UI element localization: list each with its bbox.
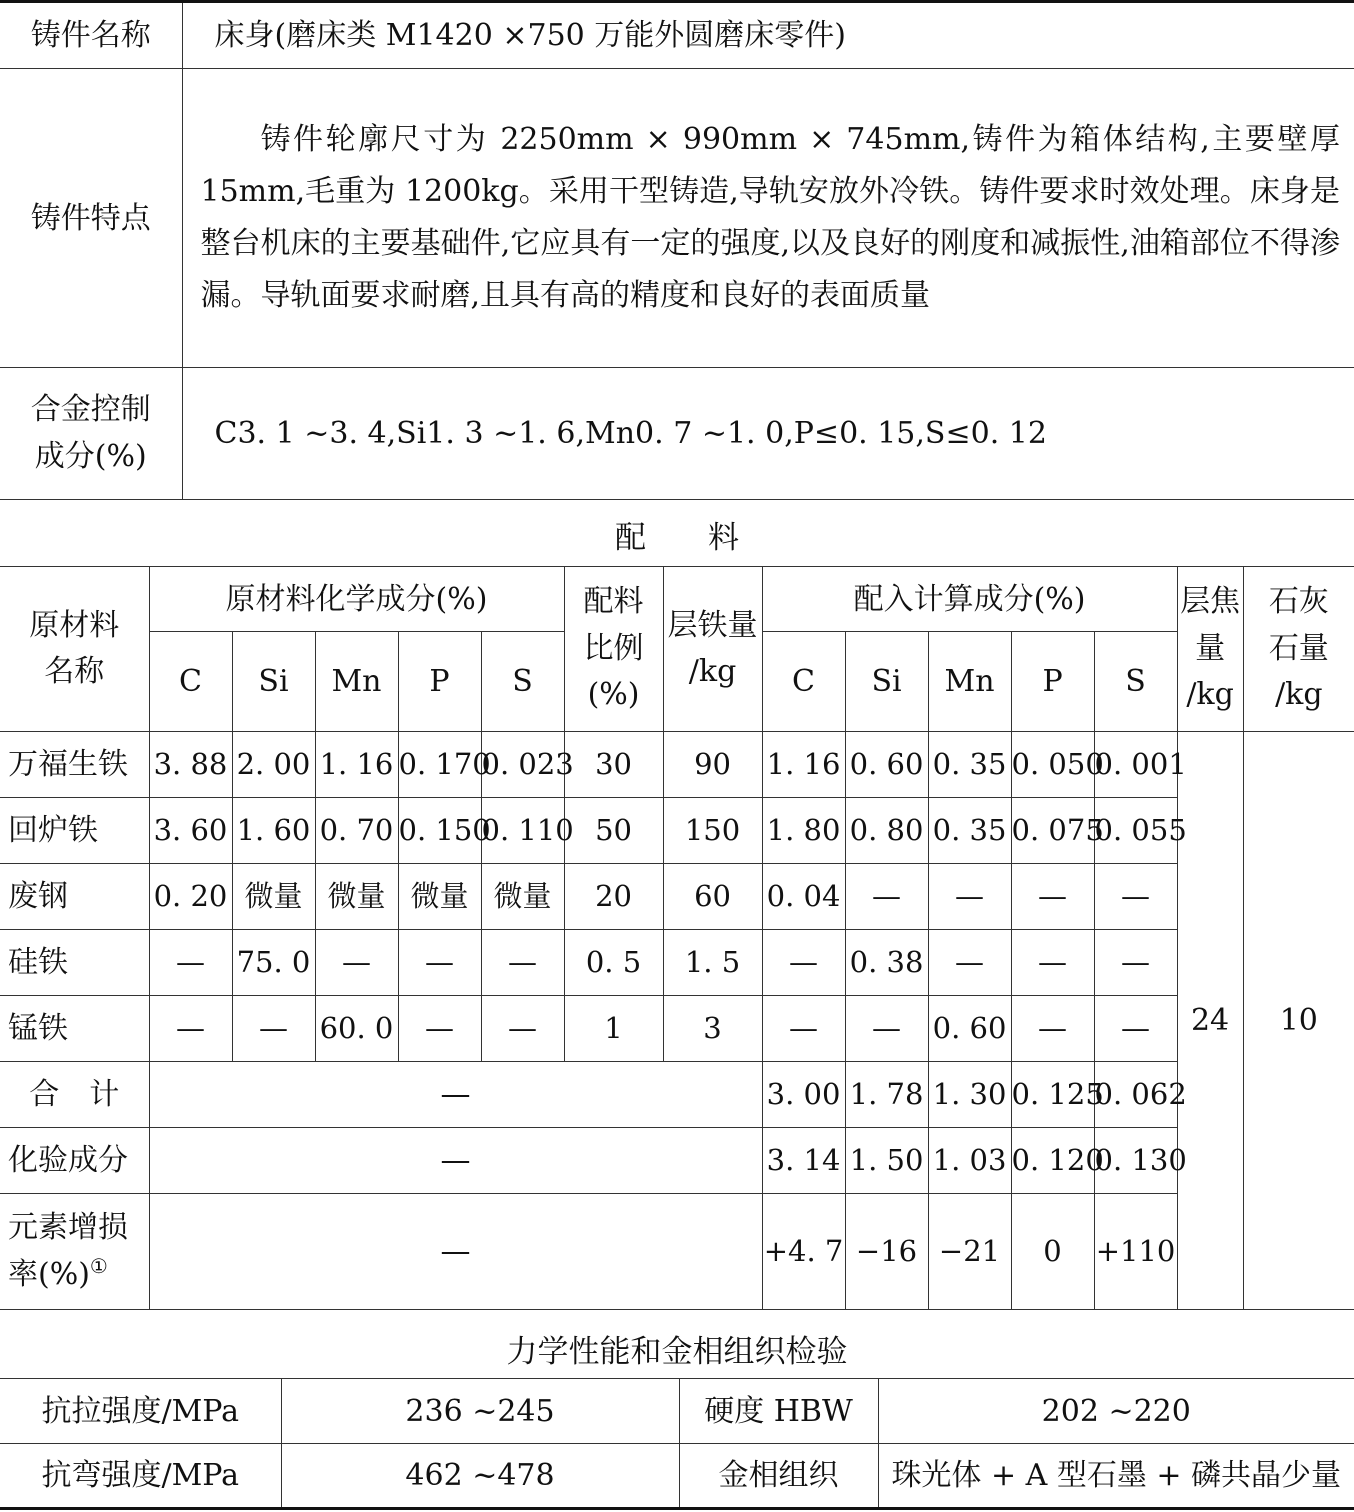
raw-c: 0. 20: [149, 864, 232, 930]
layer-iron: 60: [663, 864, 762, 930]
casting-name-label: 铸件名称: [0, 2, 182, 69]
calc-p-header: P: [1011, 632, 1094, 732]
lime-header-line-2: 石量: [1268, 630, 1329, 666]
raw-mn: 60. 0: [315, 996, 398, 1062]
bending-value: 462 ~478: [281, 1444, 679, 1509]
mechanical-caption: 力学性能和金相组织检验: [506, 1334, 848, 1370]
table-row: [0, 732, 1354, 798]
calc-p: —: [1011, 930, 1094, 996]
calc-p: 0. 125: [1011, 1062, 1094, 1128]
calc-s: 0. 062: [1094, 1062, 1177, 1128]
footnote-mark: ①: [89, 1254, 108, 1278]
material-name: 锰铁: [0, 996, 149, 1062]
assay-label: 化验成分: [0, 1128, 149, 1194]
tensile-value: 236 ~245: [281, 1379, 679, 1444]
calc-p: 0: [1011, 1194, 1094, 1310]
ratio-header-line-1: 配料: [583, 584, 644, 620]
ratio-header-line-2: 比例: [583, 630, 644, 666]
raw-s: —: [481, 996, 564, 1062]
tensile-label: 抗拉强度/MPa: [0, 1379, 281, 1444]
material-name: 回炉铁: [0, 798, 149, 864]
calc-c: 1. 16: [762, 732, 845, 798]
raw-p: 0. 150: [398, 798, 481, 864]
calc-c-header: C: [762, 632, 845, 732]
element-loss-row: [0, 1194, 1354, 1310]
hardness-value: 202 ~220: [878, 1379, 1354, 1444]
calc-s: —: [1094, 930, 1177, 996]
coke-value: 24: [1177, 732, 1243, 1310]
element-loss-label: [0, 1194, 149, 1310]
assay-dash: —: [149, 1128, 762, 1194]
raw-si: 1. 60: [232, 798, 315, 864]
raw-s: —: [481, 930, 564, 996]
calc-p: —: [1011, 864, 1094, 930]
raw-s: 0. 023: [481, 732, 564, 798]
raw-si: 微量: [232, 864, 315, 930]
calc-c: 3. 14: [762, 1128, 845, 1194]
calc-si: 0. 80: [845, 798, 928, 864]
bending-label: 抗弯强度/MPa: [0, 1444, 281, 1509]
ratio-header-line-3: (%): [587, 677, 640, 713]
casting-feature-row: [0, 69, 1354, 368]
calc-mn: 0. 35: [928, 798, 1011, 864]
raw-mn: —: [315, 930, 398, 996]
layer-iron-header-line-2: /kg: [688, 654, 737, 689]
calc-si: 1. 50: [845, 1128, 928, 1194]
raw-mn: 1. 16: [315, 732, 398, 798]
layer-iron: 90: [663, 732, 762, 798]
ratio-header: [564, 567, 663, 732]
calc-s: +110: [1094, 1194, 1177, 1310]
casting-info-table: [0, 0, 1354, 500]
table-row: [0, 798, 1354, 864]
raw-mn: 0. 70: [315, 798, 398, 864]
table-row: [0, 864, 1354, 930]
lime-value: 10: [1243, 732, 1354, 1310]
calc-mn: 1. 03: [928, 1128, 1011, 1194]
batching-caption: 配料: [615, 520, 801, 556]
assay-row: [0, 1128, 1354, 1194]
table-row: [0, 930, 1354, 996]
calc-c: 3. 00: [762, 1062, 845, 1128]
raw-c: —: [149, 996, 232, 1062]
mechanical-row-1: [0, 1379, 1354, 1444]
microstructure-value: 珠光体 + A 型石墨 + 磷共晶少量: [878, 1444, 1354, 1509]
calc-s: —: [1094, 996, 1177, 1062]
lime-header-line-1: 石灰: [1268, 584, 1329, 620]
coke-header-line-3: /kg: [1186, 677, 1234, 713]
calc-mn: —: [928, 930, 1011, 996]
raw-c: —: [149, 930, 232, 996]
raw-si: 2. 00: [232, 732, 315, 798]
calc-s: —: [1094, 864, 1177, 930]
calc-p: 0. 075: [1011, 798, 1094, 864]
raw-p: 0. 170: [398, 732, 481, 798]
calc-si: 1. 78: [845, 1062, 928, 1128]
calc-chem-header: 配入计算成分(%): [762, 567, 1177, 632]
alloy-control-label: [0, 368, 182, 500]
material-header-line-1: 原材料: [29, 607, 120, 643]
calc-s: 0. 001: [1094, 732, 1177, 798]
calc-mn-header: Mn: [928, 632, 1011, 732]
coke-header-line-2: 量: [1195, 630, 1226, 666]
alloy-control-row: [0, 368, 1354, 500]
coke-header: [1177, 567, 1243, 732]
ratio: 20: [564, 864, 663, 930]
material-name: 万福生铁: [0, 732, 149, 798]
calc-mn: −21: [928, 1194, 1011, 1310]
coke-header-line-1: 层焦: [1180, 584, 1241, 620]
calc-si: —: [845, 864, 928, 930]
raw-c-header: C: [149, 632, 232, 732]
calc-s-header: S: [1094, 632, 1177, 732]
mechanical-row-2: [0, 1444, 1354, 1509]
lime-header-line-3: /kg: [1275, 677, 1323, 713]
layer-iron: 150: [663, 798, 762, 864]
raw-p-header: P: [398, 632, 481, 732]
total-dash: —: [149, 1062, 762, 1128]
calc-p: 0. 120: [1011, 1128, 1094, 1194]
calc-mn: 0. 35: [928, 732, 1011, 798]
layer-iron: 1. 5: [663, 930, 762, 996]
layer-iron-header-line-1: 层铁量: [667, 607, 758, 643]
calc-c: —: [762, 996, 845, 1062]
ratio: 0. 5: [564, 930, 663, 996]
header-row-1: [0, 567, 1354, 632]
casting-feature-text: 铸件轮廓尺寸为 2250mm × 990mm × 745mm,铸件为箱体结构,主要壁厚 15mm,毛重为 1200kg。采用干型铸造,导轨安放外冷铁。铸件要求时效处理。床身是整台机床的主要基础件,它应具有一定的强度,以及良好的刚度和减振性,油箱部位不得渗漏。导轨面要求耐磨,且具有高的精度和良好的表面质量: [182, 69, 1354, 368]
calc-mn: 0. 60: [928, 996, 1011, 1062]
calc-c: +4. 7: [762, 1194, 845, 1310]
raw-si-header: Si: [232, 632, 315, 732]
casting-name-row: [0, 2, 1354, 69]
raw-c: 3. 60: [149, 798, 232, 864]
calc-s: 0. 055: [1094, 798, 1177, 864]
calc-c: —: [762, 930, 845, 996]
element-loss-label-text: 率(%): [8, 1257, 90, 1292]
ratio: 30: [564, 732, 663, 798]
layer-iron: 3: [663, 996, 762, 1062]
element-loss-label-line-2: [8, 1251, 149, 1299]
calc-si: 0. 38: [845, 930, 928, 996]
raw-s: 微量: [481, 864, 564, 930]
material-header-line-2: 名称: [44, 654, 105, 689]
total-label: 合 计: [0, 1062, 149, 1128]
material-name: 硅铁: [0, 930, 149, 996]
alloy-label-line-1: 合金控制: [30, 392, 151, 427]
raw-p: —: [398, 930, 481, 996]
calc-c: 1. 80: [762, 798, 845, 864]
calc-p: —: [1011, 996, 1094, 1062]
casting-name-value: 床身(磨床类 M1420 ×750 万能外圆磨床零件): [182, 2, 1354, 69]
material-name-header: [0, 567, 149, 732]
calc-p: 0. 050: [1011, 732, 1094, 798]
ratio: 1: [564, 996, 663, 1062]
calc-mn: —: [928, 864, 1011, 930]
batching-table: [0, 566, 1354, 1310]
alloy-label-line-2: 成分(%): [34, 438, 147, 474]
raw-p: —: [398, 996, 481, 1062]
raw-s: 0. 110: [481, 798, 564, 864]
raw-p: 微量: [398, 864, 481, 930]
raw-mn: 微量: [315, 864, 398, 930]
mechanical-table: [0, 1378, 1354, 1510]
material-name: 废钢: [0, 864, 149, 930]
total-row: [0, 1062, 1354, 1128]
lime-header: [1243, 567, 1354, 732]
raw-c: 3. 88: [149, 732, 232, 798]
casting-feature-label: 铸件特点: [0, 69, 182, 368]
ratio: 50: [564, 798, 663, 864]
calc-s: 0. 130: [1094, 1128, 1177, 1194]
alloy-control-value: C3. 1 ~3. 4,Si1. 3 ~1. 6,Mn0. 7 ~1. 0,P≤0. 15,S≤0. 12: [182, 368, 1354, 500]
raw-si: 75. 0: [232, 930, 315, 996]
raw-chem-header: 原材料化学成分(%): [149, 567, 564, 632]
element-loss-dash: —: [149, 1194, 762, 1310]
microstructure-label: 金相组织: [679, 1444, 878, 1509]
calc-si-header: Si: [845, 632, 928, 732]
calc-si: —: [845, 996, 928, 1062]
table-row: [0, 996, 1354, 1062]
layer-iron-header: [663, 567, 762, 732]
calc-si: −16: [845, 1194, 928, 1310]
raw-s-header: S: [481, 632, 564, 732]
hardness-label: 硬度 HBW: [679, 1379, 878, 1444]
calc-mn: 1. 30: [928, 1062, 1011, 1128]
calc-c: 0. 04: [762, 864, 845, 930]
calc-si: 0. 60: [845, 732, 928, 798]
raw-si: —: [232, 996, 315, 1062]
raw-mn-header: Mn: [315, 632, 398, 732]
element-loss-label-line-1: 元素增损: [8, 1209, 128, 1245]
